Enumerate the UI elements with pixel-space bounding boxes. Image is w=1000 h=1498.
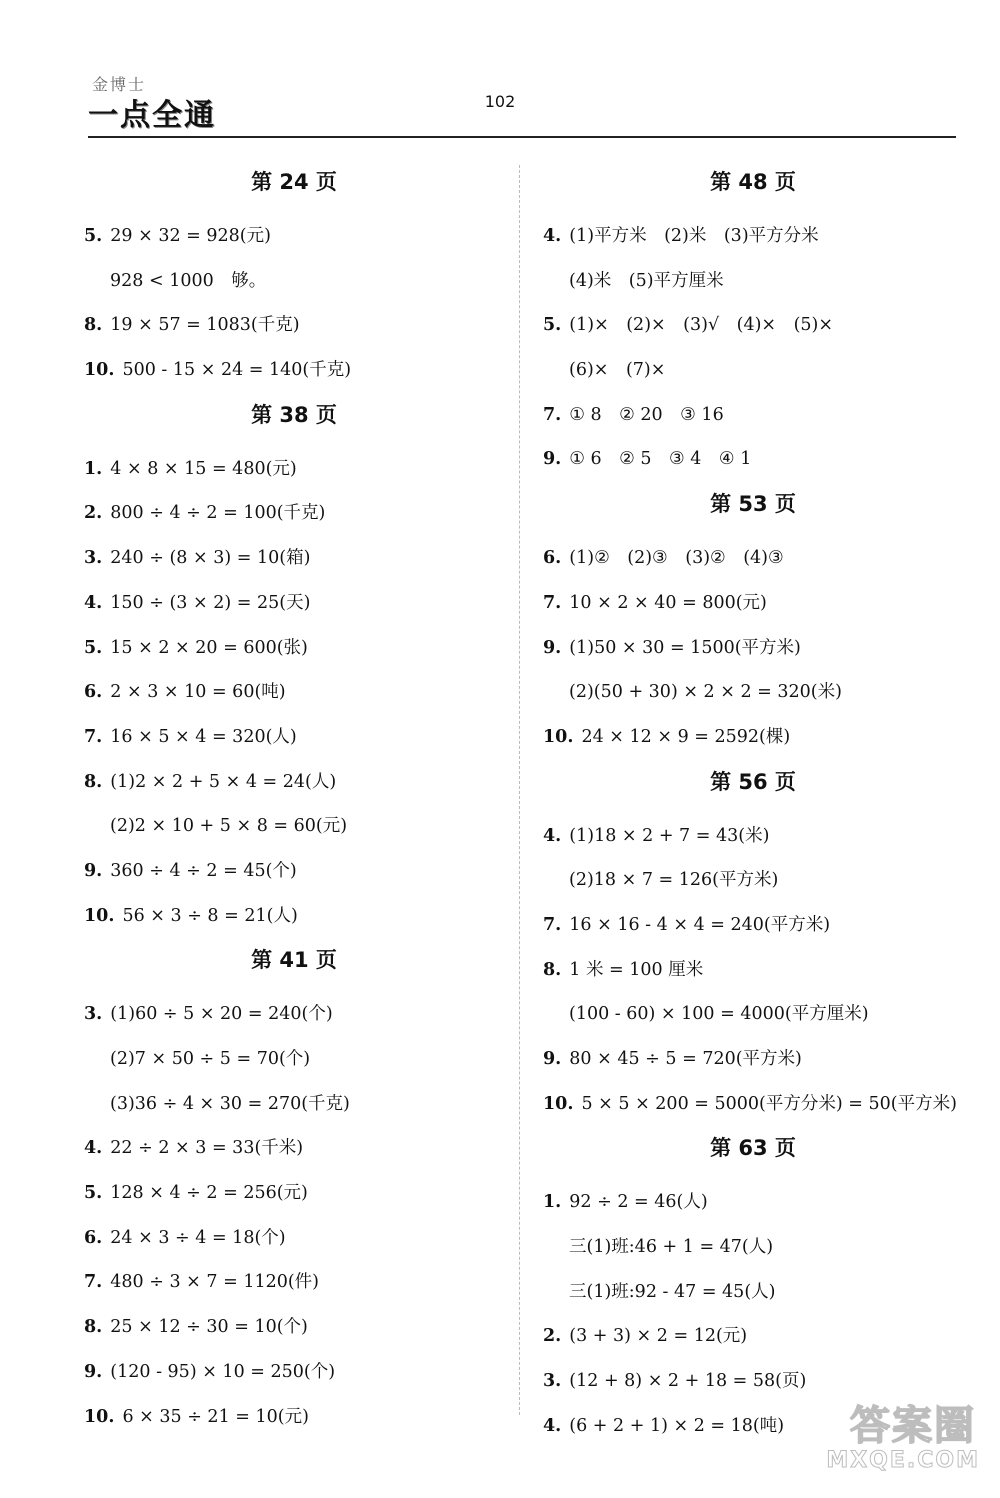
answer-text: 三(1)班:92 - 47 = 45(人) — [569, 1281, 776, 1302]
answer-text: 16 × 16 - 4 × 4 = 240(平方米) — [569, 914, 831, 935]
answer-line — [543, 1225, 963, 1270]
question-number: 7. — [543, 404, 562, 425]
answer-line — [84, 491, 504, 536]
question-number: 5. — [84, 1183, 103, 1204]
answer-text: (1)18 × 2 + 7 = 43(米) — [569, 825, 770, 846]
answer-line — [84, 1082, 504, 1127]
answer-text: 24 × 3 ÷ 4 = 18(个) — [110, 1227, 286, 1248]
question-number: 6. — [84, 1227, 103, 1248]
question-number: 8. — [84, 1317, 103, 1338]
answer-line — [84, 1216, 504, 1261]
answer-text: 128 × 4 ÷ 2 = 256(元) — [110, 1183, 308, 1204]
answer-line — [543, 1082, 963, 1127]
question-number: 3. — [543, 1371, 562, 1392]
answer-line — [84, 715, 504, 760]
answer-text: (1)平方米 (2)米 (3)平方分米 — [569, 226, 819, 246]
question-number: 8. — [84, 315, 103, 336]
answer-line — [543, 259, 963, 304]
answer-line — [543, 948, 963, 993]
section-title: 第 56 页 — [710, 769, 796, 794]
answer-text: 19 × 57 = 1083(千克) — [110, 315, 300, 336]
answer-line — [84, 1171, 504, 1216]
answer-text: (1)2 × 2 + 5 × 4 = 24(人) — [110, 771, 337, 792]
answer-text: 6 × 35 ÷ 21 = 10(元) — [122, 1406, 309, 1427]
answer-text: 2 × 3 × 10 = 60(吨) — [110, 682, 286, 703]
answer-line — [84, 214, 504, 259]
section-title: 第 53 页 — [710, 492, 796, 517]
question-number: 1. — [543, 1192, 562, 1213]
answer-line — [543, 303, 963, 348]
answer-line — [543, 1180, 963, 1225]
watermark — [796, 1390, 986, 1490]
answer-text: 24 × 12 × 9 = 2592(棵) — [581, 726, 791, 747]
answer-line — [543, 214, 963, 259]
left-answer-column — [84, 160, 504, 1439]
right-answer-column — [543, 160, 963, 1449]
answer-text: (120 - 95) × 10 = 250(个) — [110, 1361, 336, 1382]
question-number: 4. — [543, 825, 562, 846]
answer-text: (100 - 60) × 100 = 4000(平方厘米) — [569, 1004, 869, 1025]
answer-text: 29 × 32 = 928(元) — [110, 226, 271, 246]
question-number: 9. — [84, 860, 103, 881]
page-number: 102 — [484, 92, 516, 111]
answer-line — [84, 1350, 504, 1395]
publisher-logo — [88, 72, 228, 132]
answer-text: 360 ÷ 4 ÷ 2 = 45(个) — [110, 860, 297, 881]
answer-line — [84, 348, 504, 393]
answer-line — [84, 1126, 504, 1171]
question-number: 10. — [84, 360, 115, 381]
question-number: 4. — [84, 1138, 103, 1159]
answer-text: 10 × 2 × 40 = 800(元) — [569, 592, 767, 613]
question-number: 5. — [84, 226, 103, 246]
answer-line — [84, 670, 504, 715]
answer-line — [543, 992, 963, 1037]
answer-text: (6)× (7)× — [569, 360, 666, 381]
question-number: 7. — [543, 914, 562, 935]
answer-text: 928 < 1000 够。 — [110, 270, 267, 291]
answer-text: 15 × 2 × 20 = 600(张) — [110, 637, 308, 658]
section-title: 第 63 页 — [710, 1136, 796, 1161]
answer-line — [543, 581, 963, 626]
answer-line — [543, 348, 963, 393]
answer-text: ① 6 ② 5 ③ 4 ④ 1 — [569, 449, 752, 470]
answer-line — [84, 1260, 504, 1305]
question-number: 3. — [84, 1004, 103, 1025]
question-number: 7. — [543, 592, 562, 613]
question-number: 10. — [84, 1406, 115, 1427]
answer-line — [84, 760, 504, 805]
answer-text: (4)米 (5)平方厘米 — [569, 270, 724, 291]
answer-text: (2)2 × 10 + 5 × 8 = 60(元) — [110, 816, 348, 837]
answer-line — [543, 858, 963, 903]
answer-text: 4 × 8 × 15 = 480(元) — [110, 458, 297, 479]
answer-text: 80 × 45 ÷ 5 = 720(平方米) — [569, 1049, 802, 1069]
question-number: 7. — [84, 1272, 103, 1293]
question-number: 9. — [543, 1049, 562, 1069]
answer-line — [84, 303, 504, 348]
answer-line — [543, 903, 963, 948]
question-number: 7. — [84, 726, 103, 747]
answer-line — [543, 1314, 963, 1359]
column-divider — [519, 165, 521, 1415]
answer-text: 5 × 5 × 200 = 5000(平方分米) = 50(平方米) — [581, 1093, 957, 1114]
answer-line — [543, 670, 963, 715]
answer-line — [84, 894, 504, 939]
answer-line — [543, 1270, 963, 1315]
answer-line — [543, 814, 963, 859]
answer-text: 16 × 5 × 4 = 320(人) — [110, 726, 297, 747]
watermark-url-text: MXQE.COM — [826, 1448, 980, 1473]
answer-text: ① 8 ② 20 ③ 16 — [569, 404, 724, 425]
answer-text: (12 + 8) × 2 + 18 = 58(页) — [569, 1371, 807, 1392]
answer-text: (3 + 3) × 2 = 12(元) — [569, 1326, 748, 1347]
answer-line — [84, 447, 504, 492]
answer-text: (1)50 × 30 = 1500(平方米) — [569, 637, 801, 658]
section-title: 第 24 页 — [251, 170, 337, 194]
answer-line — [543, 1037, 963, 1082]
answer-text: 500 - 15 × 24 = 140(千克) — [122, 360, 352, 381]
answer-text: 22 ÷ 2 × 3 = 33(千米) — [110, 1138, 304, 1159]
answer-text: (2)18 × 7 = 126(平方米) — [569, 870, 779, 891]
section-title: 第 41 页 — [251, 948, 337, 973]
section-title: 第 48 页 — [710, 170, 796, 194]
question-number: 9. — [543, 637, 562, 658]
question-number: 4. — [543, 226, 562, 246]
answer-line — [543, 536, 963, 581]
answer-text: 三(1)班:46 + 1 = 47(人) — [569, 1237, 774, 1258]
question-number: 9. — [543, 449, 562, 470]
answer-line — [84, 581, 504, 626]
answer-text: (2)(50 + 30) × 2 × 2 = 320(米) — [569, 682, 842, 703]
answer-line — [84, 259, 504, 304]
watermark-logo-text: 答案圈 — [850, 1403, 976, 1449]
question-number: 4. — [84, 592, 103, 613]
question-number: 10. — [84, 905, 115, 926]
answer-text: 480 ÷ 3 × 7 = 1120(件) — [110, 1272, 320, 1293]
answer-text: (1)② (2)③ (3)② (4)③ — [569, 548, 784, 569]
answer-text: (6 + 2 + 1) × 2 = 18(吨) — [569, 1415, 785, 1436]
question-number: 6. — [84, 682, 103, 703]
answer-text: 92 ÷ 2 = 46(人) — [569, 1192, 708, 1213]
question-number: 8. — [543, 959, 562, 980]
question-number: 5. — [84, 637, 103, 658]
header-rule — [88, 136, 956, 138]
answer-line — [543, 715, 963, 760]
logo-brand-text: 金博士 — [92, 75, 147, 94]
answer-text: (1)60 ÷ 5 × 20 = 240(个) — [110, 1004, 333, 1025]
answer-line — [543, 437, 963, 482]
question-number: 10. — [543, 1093, 574, 1114]
answer-text: 240 ÷ (8 × 3) = 10(箱) — [110, 548, 311, 569]
answer-line — [84, 1305, 504, 1350]
answer-text: 1 米 = 100 厘米 — [569, 959, 704, 980]
question-number: 2. — [543, 1326, 562, 1347]
answer-text: 56 × 3 ÷ 8 = 21(人) — [122, 905, 298, 926]
answer-line — [543, 626, 963, 671]
question-number: 3. — [84, 548, 103, 569]
question-number: 8. — [84, 771, 103, 792]
answer-line — [84, 804, 504, 849]
answer-line — [84, 536, 504, 581]
answer-line — [84, 626, 504, 671]
answer-text: 800 ÷ 4 ÷ 2 = 100(千克) — [110, 503, 326, 524]
answer-text: 150 ÷ (3 × 2) = 25(天) — [110, 592, 311, 613]
answer-line — [84, 1395, 504, 1440]
question-number: 10. — [543, 726, 574, 747]
answer-line — [84, 1037, 504, 1082]
question-number: 6. — [543, 548, 562, 569]
answer-text: (3)36 ÷ 4 × 30 = 270(千克) — [110, 1093, 350, 1114]
section-title: 第 38 页 — [251, 402, 337, 427]
answer-text: (1)× (2)× (3)√ (4)× (5)× — [569, 315, 834, 336]
logo-series-text: 一点全通 — [88, 98, 216, 133]
answer-text: 25 × 12 ÷ 30 = 10(个) — [110, 1317, 308, 1338]
question-number: 2. — [84, 503, 103, 524]
answer-line — [84, 992, 504, 1037]
question-number: 9. — [84, 1361, 103, 1382]
question-number: 1. — [84, 458, 103, 479]
question-number: 5. — [543, 315, 562, 336]
answer-text: (2)7 × 50 ÷ 5 = 70(个) — [110, 1049, 311, 1069]
question-number: 4. — [543, 1415, 562, 1436]
answer-line — [84, 849, 504, 894]
answer-line — [543, 393, 963, 438]
